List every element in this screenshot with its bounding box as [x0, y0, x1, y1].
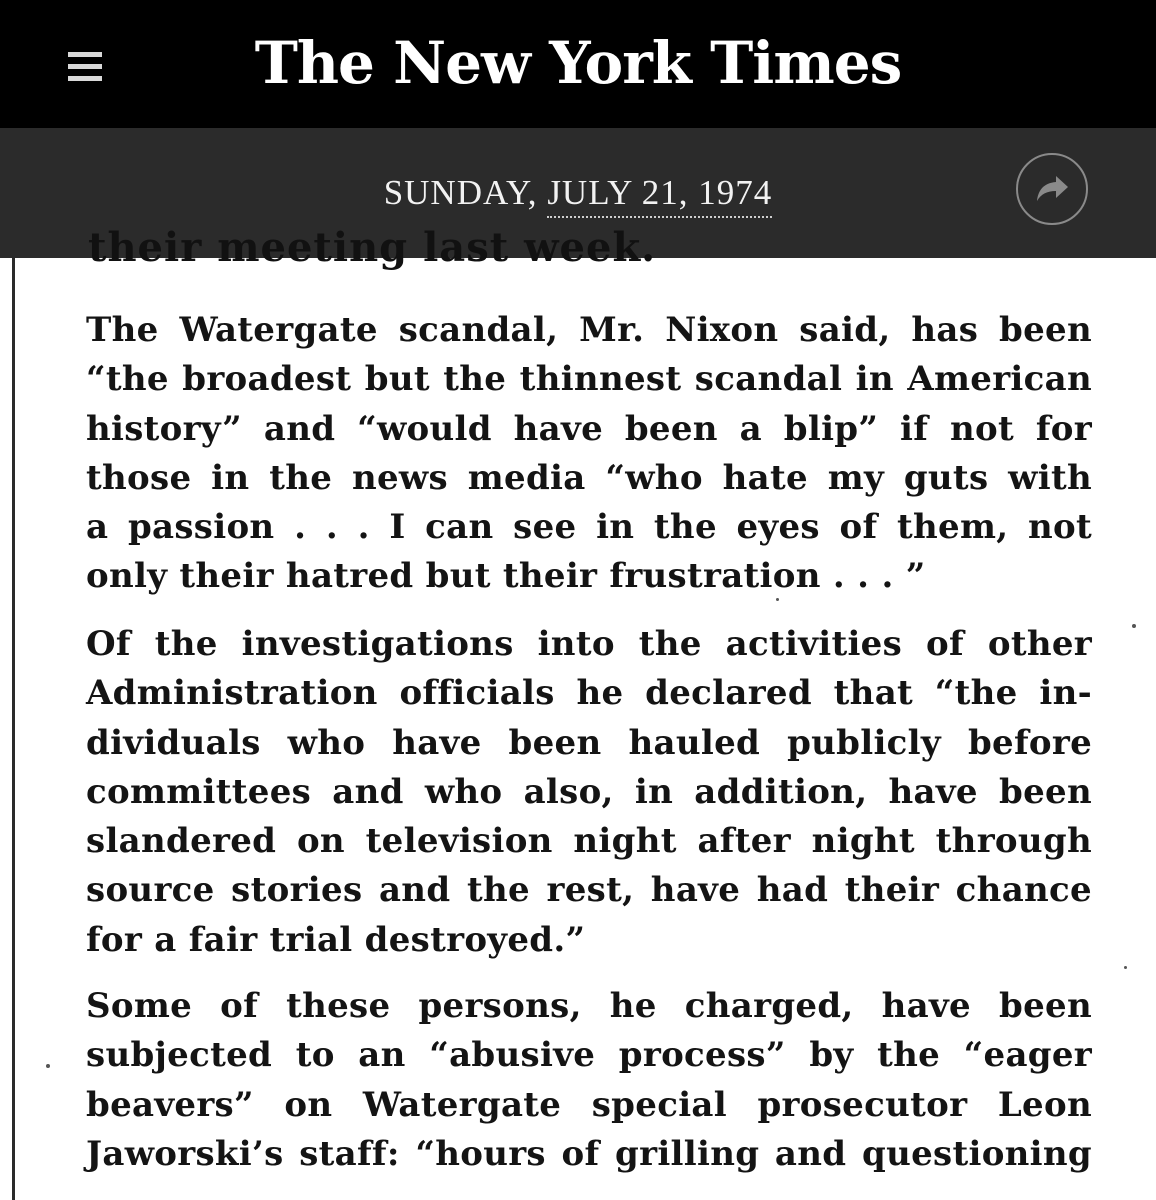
- paragraph-3: [86, 982, 1092, 1179]
- paragraph-1: [86, 306, 1092, 602]
- issue-date: [0, 172, 1156, 214]
- scan-speck: [1132, 624, 1136, 628]
- text-line: “the broadest but the thinnest scandal in American: [86, 359, 1092, 400]
- scan-speck: [46, 1064, 50, 1068]
- text-line: The Watergate scandal, Mr. Nixon said, has been: [86, 310, 1092, 350]
- scan-speck: [776, 598, 779, 601]
- date-link[interactable]: JULY 21, 1974: [547, 173, 772, 218]
- text-line: source stories and the rest, have had their chance: [86, 870, 1092, 911]
- text-line: Of the investigations into the activities of other: [86, 624, 1092, 664]
- paragraph-2: [86, 620, 1092, 965]
- column-rule: [12, 258, 15, 1200]
- text-line: a passion . . . I can see in the eyes of them, not: [86, 507, 1092, 548]
- masthead-bar: [0, 0, 1156, 128]
- text-line: only their hatred but their frustration . . . ”: [86, 556, 926, 597]
- share-button[interactable]: [1016, 153, 1088, 225]
- text-line: subjected to an “abusive process” by the “eager: [86, 1035, 1092, 1076]
- scanned-article: [0, 224, 1156, 1200]
- scan-speck: [1124, 966, 1127, 969]
- text-line: history” and “would have been a blip” if not for: [86, 408, 1092, 449]
- share-arrow-icon: [1030, 167, 1074, 211]
- text-line: Some of these persons, he charged, have been: [86, 986, 1092, 1026]
- text-line: those in the news media “who hate my guts with: [86, 457, 1092, 498]
- text-line: dividuals who have been hauled publicly before: [86, 722, 1092, 763]
- weekday-label: SUNDAY,: [383, 173, 538, 212]
- nyt-logo[interactable]: The New York Times: [254, 29, 902, 97]
- text-line: Jaworski’s staff: “hours of grilling and questioning: [86, 1133, 1092, 1174]
- text-line: slandered on television night after night through: [86, 821, 1092, 862]
- text-line: for a fair trial destroyed.”: [86, 919, 586, 960]
- text-line: beavers” on Watergate special prosecutor Leon: [86, 1084, 1092, 1125]
- cut-off-line: their meeting last week.: [88, 224, 657, 271]
- text-line: Administration officials he declared that “the in-: [86, 673, 1092, 714]
- text-line: committees and who also, in addition, have been: [86, 771, 1092, 812]
